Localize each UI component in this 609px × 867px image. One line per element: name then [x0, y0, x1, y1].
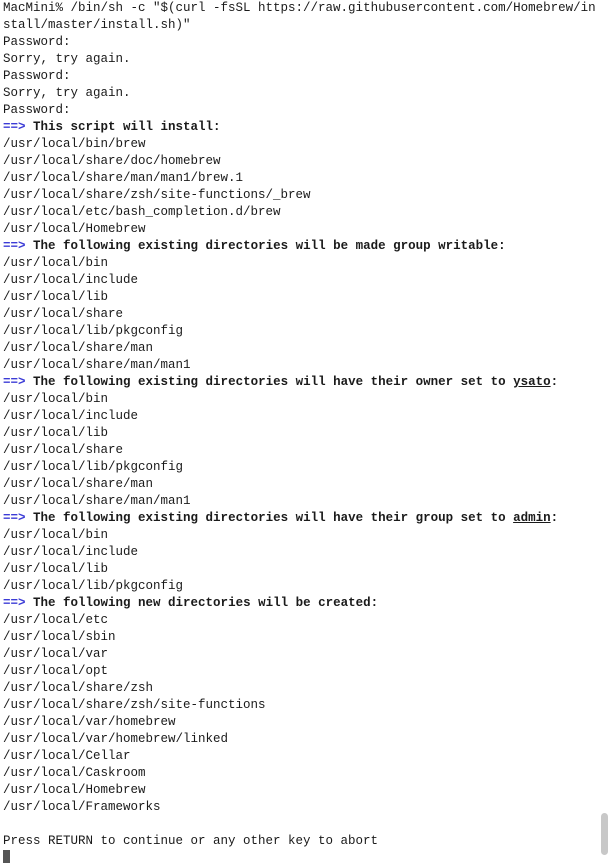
section-heading-group-writable: [3, 238, 599, 255]
blank-line: [3, 816, 599, 833]
arrow-marker: ==>: [3, 511, 26, 525]
path-item: /usr/local/Frameworks: [3, 800, 161, 814]
arrow-marker: ==>: [3, 120, 26, 134]
path-item: /usr/local/share/man: [3, 341, 154, 355]
password-prompt: Password:: [3, 103, 71, 117]
auth-error: Sorry, try again.: [3, 52, 131, 66]
path-item: /usr/local/share/zsh/site-functions: [3, 698, 266, 712]
path-item: /usr/local/share: [3, 443, 124, 457]
owner-username: ysato: [513, 375, 551, 389]
path-item: /usr/local/share/man/man1: [3, 494, 191, 508]
heading-suffix: :: [550, 375, 559, 389]
path-item: /usr/local/var/homebrew/linked: [3, 732, 229, 746]
heading-suffix: :: [550, 511, 559, 525]
section-heading-new-directories: [3, 595, 599, 612]
path-item: /usr/local/Homebrew: [3, 222, 146, 236]
path-item: /usr/local/share/doc/homebrew: [3, 154, 221, 168]
path-item: /usr/local/share/zsh: [3, 681, 154, 695]
heading-text: The following new directories will be created:: [33, 596, 379, 610]
path-item: /usr/local/etc: [3, 613, 109, 627]
path-item: /usr/local/bin: [3, 528, 109, 542]
command-text: /bin/sh -c "$(curl -fsSL https://raw.githubusercontent.com/Homebrew/install/master/install.sh)": [3, 1, 596, 32]
continue-prompt: Press RETURN to continue or any other key to abort: [3, 834, 379, 848]
path-item: /usr/local/lib/pkgconfig: [3, 460, 184, 474]
group-name: admin: [513, 511, 551, 525]
path-item: /usr/local/sbin: [3, 630, 116, 644]
heading-text: The following existing directories will have their owner set to: [33, 375, 514, 389]
path-item: /usr/local/lib: [3, 290, 109, 304]
path-item: /usr/local/lib/pkgconfig: [3, 324, 184, 338]
command-line: [3, 0, 599, 34]
path-item: /usr/local/include: [3, 409, 139, 423]
path-item: /usr/local/Caskroom: [3, 766, 146, 780]
password-prompt: Password:: [3, 35, 71, 49]
auth-error: Sorry, try again.: [3, 86, 131, 100]
path-item: /usr/local/share/man/man1/brew.1: [3, 171, 244, 185]
section-heading-owner: [3, 374, 599, 391]
path-item: /usr/local/Homebrew: [3, 783, 146, 797]
path-item: /usr/local/lib: [3, 426, 109, 440]
arrow-marker: ==>: [3, 239, 26, 253]
vertical-scrollbar[interactable]: [600, 0, 609, 858]
path-item: /usr/local/etc/bash_completion.d/brew: [3, 205, 281, 219]
heading-text: The following existing directories will be made group writable:: [33, 239, 506, 253]
path-item: /usr/local/share/man: [3, 477, 154, 491]
path-item: /usr/local/bin: [3, 256, 109, 270]
path-item: /usr/local/share/man/man1: [3, 358, 191, 372]
path-item: /usr/local/var: [3, 647, 109, 661]
text-cursor: [3, 850, 10, 863]
terminal-output[interactable]: [3, 0, 599, 858]
path-item: /usr/local/opt: [3, 664, 109, 678]
heading-text: This script will install:: [33, 120, 221, 134]
input-line[interactable]: [3, 850, 599, 867]
path-item: /usr/local/var/homebrew: [3, 715, 176, 729]
path-item: /usr/local/include: [3, 273, 139, 287]
path-item: /usr/local/include: [3, 545, 139, 559]
path-item: /usr/local/lib: [3, 562, 109, 576]
path-item: /usr/local/share: [3, 307, 124, 321]
scrollbar-thumb[interactable]: [601, 813, 608, 855]
section-heading-group: [3, 510, 599, 527]
arrow-marker: ==>: [3, 375, 26, 389]
path-item: /usr/local/bin/brew: [3, 137, 146, 151]
section-heading-install: [3, 119, 599, 136]
path-item: /usr/local/share/zsh/site-functions/_brew: [3, 188, 311, 202]
arrow-marker: ==>: [3, 596, 26, 610]
password-prompt: Password:: [3, 69, 71, 83]
path-item: /usr/local/bin: [3, 392, 109, 406]
shell-prompt: MacMini%: [3, 1, 71, 15]
heading-text: The following existing directories will have their group set to: [33, 511, 514, 525]
path-item: /usr/local/lib/pkgconfig: [3, 579, 184, 593]
path-item: /usr/local/Cellar: [3, 749, 131, 763]
